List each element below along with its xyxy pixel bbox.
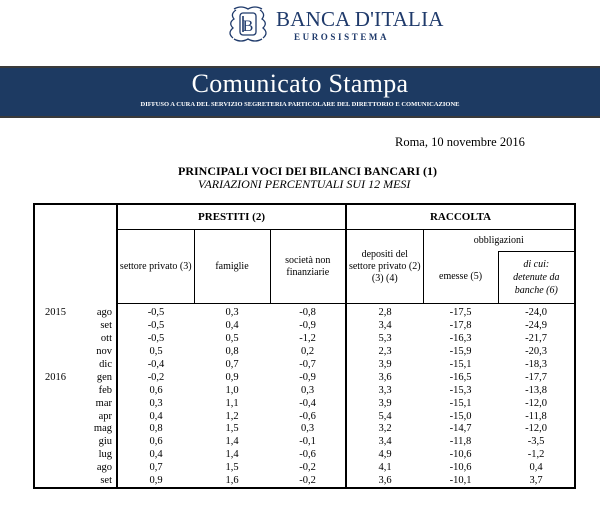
row-year	[34, 359, 84, 372]
cell-depositi: 3,9	[378, 397, 392, 409]
cell-settore-privato: 0,9	[117, 475, 194, 489]
cell-famiglie: 0,8	[225, 346, 239, 358]
cell-di-cui: -17,7	[498, 371, 575, 384]
cell-settore-privato: 0,7	[149, 462, 163, 474]
di-cui-line3: banche (6)	[514, 285, 558, 296]
cell-societa: -0,9	[270, 371, 346, 384]
cell-famiglie: 1,1	[225, 397, 239, 409]
row-year: 2016	[34, 371, 84, 384]
cell-depositi: 3,2	[378, 423, 392, 435]
table-row	[34, 436, 575, 449]
cell-famiglie: 0,3	[225, 307, 239, 319]
bank-balance-table	[33, 203, 576, 489]
row-month: lug	[84, 449, 117, 462]
row-year: 2015	[34, 304, 84, 320]
col-depositi: depositi del settore privato (2) (3) (4)	[346, 230, 423, 304]
row-month: mag	[84, 423, 117, 436]
cell-societa: -0,8	[270, 304, 346, 320]
cell-emesse: -17,5	[449, 307, 472, 319]
cell-emesse: -16,5	[449, 371, 472, 383]
row-month: apr	[84, 410, 117, 423]
table-body	[34, 304, 575, 489]
cell-depositi: 3,4	[378, 320, 392, 332]
row-year	[34, 436, 84, 449]
cell-famiglie: 1,2	[225, 410, 239, 422]
cell-settore-privato: 0,6	[149, 384, 163, 396]
cell-depositi: 3,3	[378, 384, 392, 396]
cell-famiglie: 0,5	[225, 333, 239, 345]
cell-di-cui: -3,5	[498, 436, 575, 449]
group-raccolta: RACCOLTA	[346, 204, 575, 230]
banner-subtitle: DIFFUSO A CURA DEL SERVIZIO SEGRETERIA PARTICOLARE DEL DIRETTORIO E COMUNICAZIONE	[140, 101, 460, 108]
row-month: nov	[84, 346, 117, 359]
row-month: giu	[84, 436, 117, 449]
cell-famiglie: 1,5	[225, 462, 239, 474]
col-obbligazioni: obbligazioni	[423, 230, 575, 252]
cell-emesse: -15,3	[449, 384, 472, 396]
row-month: ago	[84, 304, 117, 320]
cell-settore-privato: 0,5	[149, 346, 163, 358]
row-month: mar	[84, 397, 117, 410]
cell-di-cui: -11,8	[498, 410, 575, 423]
cell-depositi: 3,9	[378, 359, 392, 370]
cell-emesse: -10,6	[449, 449, 472, 461]
table-row	[34, 384, 575, 397]
row-month: set	[84, 320, 117, 333]
cell-famiglie: 0,4	[225, 320, 239, 332]
bank-emblem-icon	[228, 4, 268, 44]
cell-societa: -0,1	[270, 436, 346, 449]
table-row	[34, 462, 575, 475]
row-year	[34, 423, 84, 436]
table-row	[34, 371, 575, 384]
logo-name: BANCA D'ITALIA	[276, 7, 444, 31]
col-emesse: emesse (5)	[423, 252, 498, 304]
cell-emesse: -14,7	[449, 423, 472, 435]
cell-emesse: -16,3	[449, 333, 472, 345]
cell-di-cui: -13,8	[498, 384, 575, 397]
di-cui-line1: di cui:	[523, 259, 550, 270]
col-societa: società non finanziarie	[270, 230, 346, 304]
row-year	[34, 333, 84, 346]
row-year	[34, 462, 84, 475]
table-row	[34, 346, 575, 359]
cell-di-cui: -24,0	[498, 304, 575, 320]
group-prestiti: PRESTITI (2)	[117, 204, 346, 230]
cell-societa: -0,6	[270, 410, 346, 423]
cell-di-cui: -12,0	[498, 423, 575, 436]
col-famiglie: famiglie	[194, 230, 270, 304]
cell-settore-privato: -0,5	[147, 307, 165, 319]
col-settore-privato: settore privato (3)	[117, 230, 194, 304]
row-month: ago	[84, 462, 117, 475]
cell-di-cui: -1,2	[498, 449, 575, 462]
cell-emesse: -15,0	[449, 410, 472, 422]
table-row	[34, 304, 575, 320]
banner-title: Comunicato Stampa	[191, 69, 409, 98]
cell-emesse: -17,8	[449, 320, 472, 332]
cell-emesse: -15,9	[449, 346, 472, 358]
cell-societa: -0,2	[270, 475, 346, 489]
cell-di-cui: -18,3	[498, 359, 575, 372]
document-subtitle: VARIAZIONI PERCENTUALI SUI 12 MESI	[198, 177, 411, 191]
cell-societa: -1,2	[270, 333, 346, 346]
table-row	[34, 423, 575, 436]
table-row	[34, 359, 575, 372]
cell-emesse: -10,6	[449, 462, 472, 474]
cell-famiglie: 1,0	[225, 384, 239, 396]
table-row	[34, 320, 575, 333]
cell-di-cui: -20,3	[498, 346, 575, 359]
cell-depositi: 4,1	[378, 462, 392, 474]
cell-settore-privato: 0,4	[149, 449, 163, 461]
svg-text:B: B	[242, 18, 254, 35]
cell-depositi: 4,9	[378, 449, 392, 461]
cell-emesse: -15,1	[449, 397, 472, 409]
cell-famiglie: 0,7	[225, 359, 239, 370]
row-year	[34, 346, 84, 359]
cell-societa: -0,4	[270, 397, 346, 410]
cell-settore-privato: -0,4	[147, 359, 165, 370]
cell-settore-privato: -0,5	[147, 333, 165, 345]
cell-settore-privato: 0,4	[149, 410, 163, 422]
cell-depositi: 5,4	[378, 410, 392, 422]
row-year	[34, 410, 84, 423]
cell-di-cui: -12,0	[498, 397, 575, 410]
cell-settore-privato: 0,3	[149, 397, 163, 409]
cell-di-cui: -24,9	[498, 320, 575, 333]
table-stub	[34, 204, 117, 304]
banca-italia-logo	[228, 2, 444, 46]
cell-di-cui: 3,7	[498, 475, 575, 489]
cell-societa: 0,3	[270, 384, 346, 397]
cell-settore-privato: -0,5	[147, 320, 165, 332]
logo-subtitle: EUROSISTEMA	[294, 32, 390, 42]
cell-settore-privato: 0,8	[149, 423, 163, 435]
cell-settore-privato: 0,6	[149, 436, 163, 448]
col-di-cui	[498, 252, 575, 304]
document-date: Roma, 10 novembre 2016	[395, 135, 525, 149]
cell-societa: 0,3	[270, 423, 346, 436]
table-row	[34, 397, 575, 410]
press-release-banner	[0, 66, 600, 118]
cell-depositi: 5,3	[378, 333, 392, 345]
cell-famiglie: 0,9	[225, 371, 239, 383]
table-row	[34, 449, 575, 462]
cell-famiglie: 1,5	[225, 423, 239, 435]
cell-emesse: -10,1	[423, 475, 498, 489]
row-year	[34, 449, 84, 462]
cell-depositi: 2,3	[378, 346, 392, 358]
cell-emesse: -15,1	[449, 359, 472, 370]
cell-societa: -0,9	[270, 320, 346, 333]
row-month: gen	[84, 371, 117, 384]
table-row	[34, 333, 575, 346]
table-row	[34, 475, 575, 489]
cell-depositi: 3,4	[378, 436, 392, 448]
cell-di-cui: -21,7	[498, 333, 575, 346]
row-year	[34, 320, 84, 333]
row-month: feb	[84, 384, 117, 397]
cell-societa: -0,7	[270, 359, 346, 372]
cell-societa: -0,6	[270, 449, 346, 462]
cell-di-cui: 0,4	[498, 462, 575, 475]
cell-settore-privato: -0,2	[147, 371, 165, 383]
cell-depositi: 3,6	[378, 371, 392, 383]
table-row	[34, 410, 575, 423]
row-month: ott	[84, 333, 117, 346]
row-year	[34, 397, 84, 410]
cell-depositi: 3,6	[346, 475, 423, 489]
cell-famiglie: 1,4	[225, 436, 239, 448]
cell-emesse: -11,8	[449, 436, 472, 448]
row-year	[34, 475, 84, 489]
row-month: set	[84, 475, 117, 489]
cell-famiglie: 1,4	[225, 449, 239, 461]
row-year	[34, 384, 84, 397]
cell-depositi: 2,8	[378, 307, 392, 319]
row-month: dic	[84, 359, 117, 372]
cell-societa: 0,2	[270, 346, 346, 359]
document-title: PRINCIPALI VOCI DEI BILANCI BANCARI (1)	[178, 164, 438, 178]
cell-societa: -0,2	[270, 462, 346, 475]
di-cui-line2: detenute da	[513, 272, 560, 283]
cell-famiglie: 1,6	[194, 475, 270, 489]
